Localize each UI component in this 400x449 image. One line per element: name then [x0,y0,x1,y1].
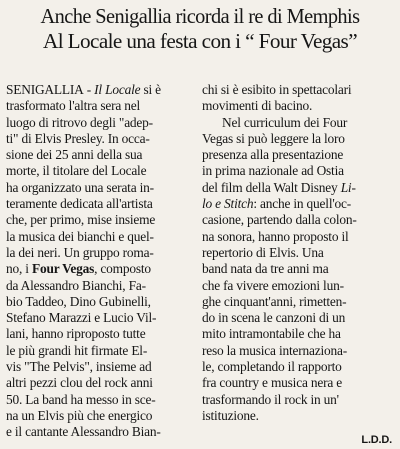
article-text-line: movimenti di bacino. [202,98,313,114]
text-fragment: , composto [94,261,151,277]
article-column-right [202,82,392,447]
article-text-line: lani, hanno riproposto tutte [6,326,146,342]
article-text-line [202,180,392,196]
article-text-line: ti" di Elvis Presley. In occa- [6,130,150,146]
headline [6,0,394,54]
band-name: Four Vegas [31,261,95,277]
text-fragment: no, i [6,261,32,277]
article-text-line: fra country e musica nera e [202,375,342,391]
article-text-line: Vegas si può leggere la loro [202,130,345,146]
article-text-line [6,261,196,277]
article-text-line: altri pezzi clou del rock anni [6,375,153,391]
article-text-line: 50. La band ha messo in sce- [6,391,156,407]
article-text-line: luogo di ritrovo degli "adep- [6,114,153,130]
film-title: lo e Stitch [202,196,254,212]
article-column-left [6,82,196,440]
article-text-line: le più grandi hit firmate El- [6,342,148,358]
article-text-line: na sonora, hanno proposto il [202,228,349,244]
article-text-line: na un Elvis più che energico [6,407,153,423]
article-text-line: e il cantante Alessandro Bian- [6,424,161,440]
article-text-line: band nata da tre anni ma [202,261,329,277]
headline-line-1: Anche Senigallia ricorda il re di Memphis [40,4,360,28]
article-text-line: trasformato l'altra sera nel [6,98,141,114]
article-text-line: da Alessandro Bianchi, Fa- [6,277,146,293]
headline-line-2: Al Locale una festa con i “ Four Vegas” [42,29,358,53]
article-text-line: vis "The Pelvis", insieme ad [6,359,152,375]
article-text-line: la musica dei bianchi e quel- [6,228,154,244]
article-text-line: la dei neri. Un gruppo roma- [6,244,154,260]
article-text-line: ha organizzato una serata in- [6,179,154,195]
article-text-line: le, completando il rapporto [202,359,342,375]
text-fragment: si è [140,82,161,97]
article-text-line [202,196,392,212]
article-text-line: chi si è esibito in spettacolari [202,82,352,97]
article-text-line: repertorio di Elvis. Una [202,244,324,260]
article-text-line: Nel curriculum dei Four [222,114,348,130]
article-text-line: morte, il titolare del Locale [6,163,147,179]
article-text-line: ghe cinquant'anni, rimetten- [202,293,347,309]
article-text-line: teramente dedicata all'artista [6,196,153,212]
article-text-line [6,82,196,98]
dateline-separator: - [83,82,95,97]
article-text-line: casione, partendo dalla colon- [202,212,357,228]
dateline-place: SENIGALLIA [6,82,84,97]
article-text-line: trasformando il rock in un' [202,391,339,407]
article-text-line: che fa vivere emozioni lun- [202,277,344,293]
article-columns [6,82,392,447]
venue-name: Il Locale [94,82,141,97]
article-text-line: che, per primo, mise insieme [6,212,156,228]
article-text-line: mito intramontabile che ha [202,326,341,342]
author-signature: L.D.D. [361,434,392,447]
article-text-line: Stefano Marazzi e Lucio Vil- [6,310,157,326]
article-text-line: do in scena le canzoni di un [202,310,346,326]
article-text-line: in prima nazionale ad Ostia [202,163,344,179]
text-fragment: : anche in quell'oc- [253,196,352,212]
article-text-line: sione dei 25 anni della sua [6,147,143,163]
film-title: Li- [340,179,356,195]
article-text-line: reso la musica internaziona- [202,342,347,358]
text-fragment: del film della Walt Disney [202,179,341,195]
article-text-line: presenza alla presentazione [202,147,344,163]
article-text-line: istituzione. [202,407,259,423]
article-text-line: bio Taddeo, Dino Gubinelli, [6,293,151,309]
